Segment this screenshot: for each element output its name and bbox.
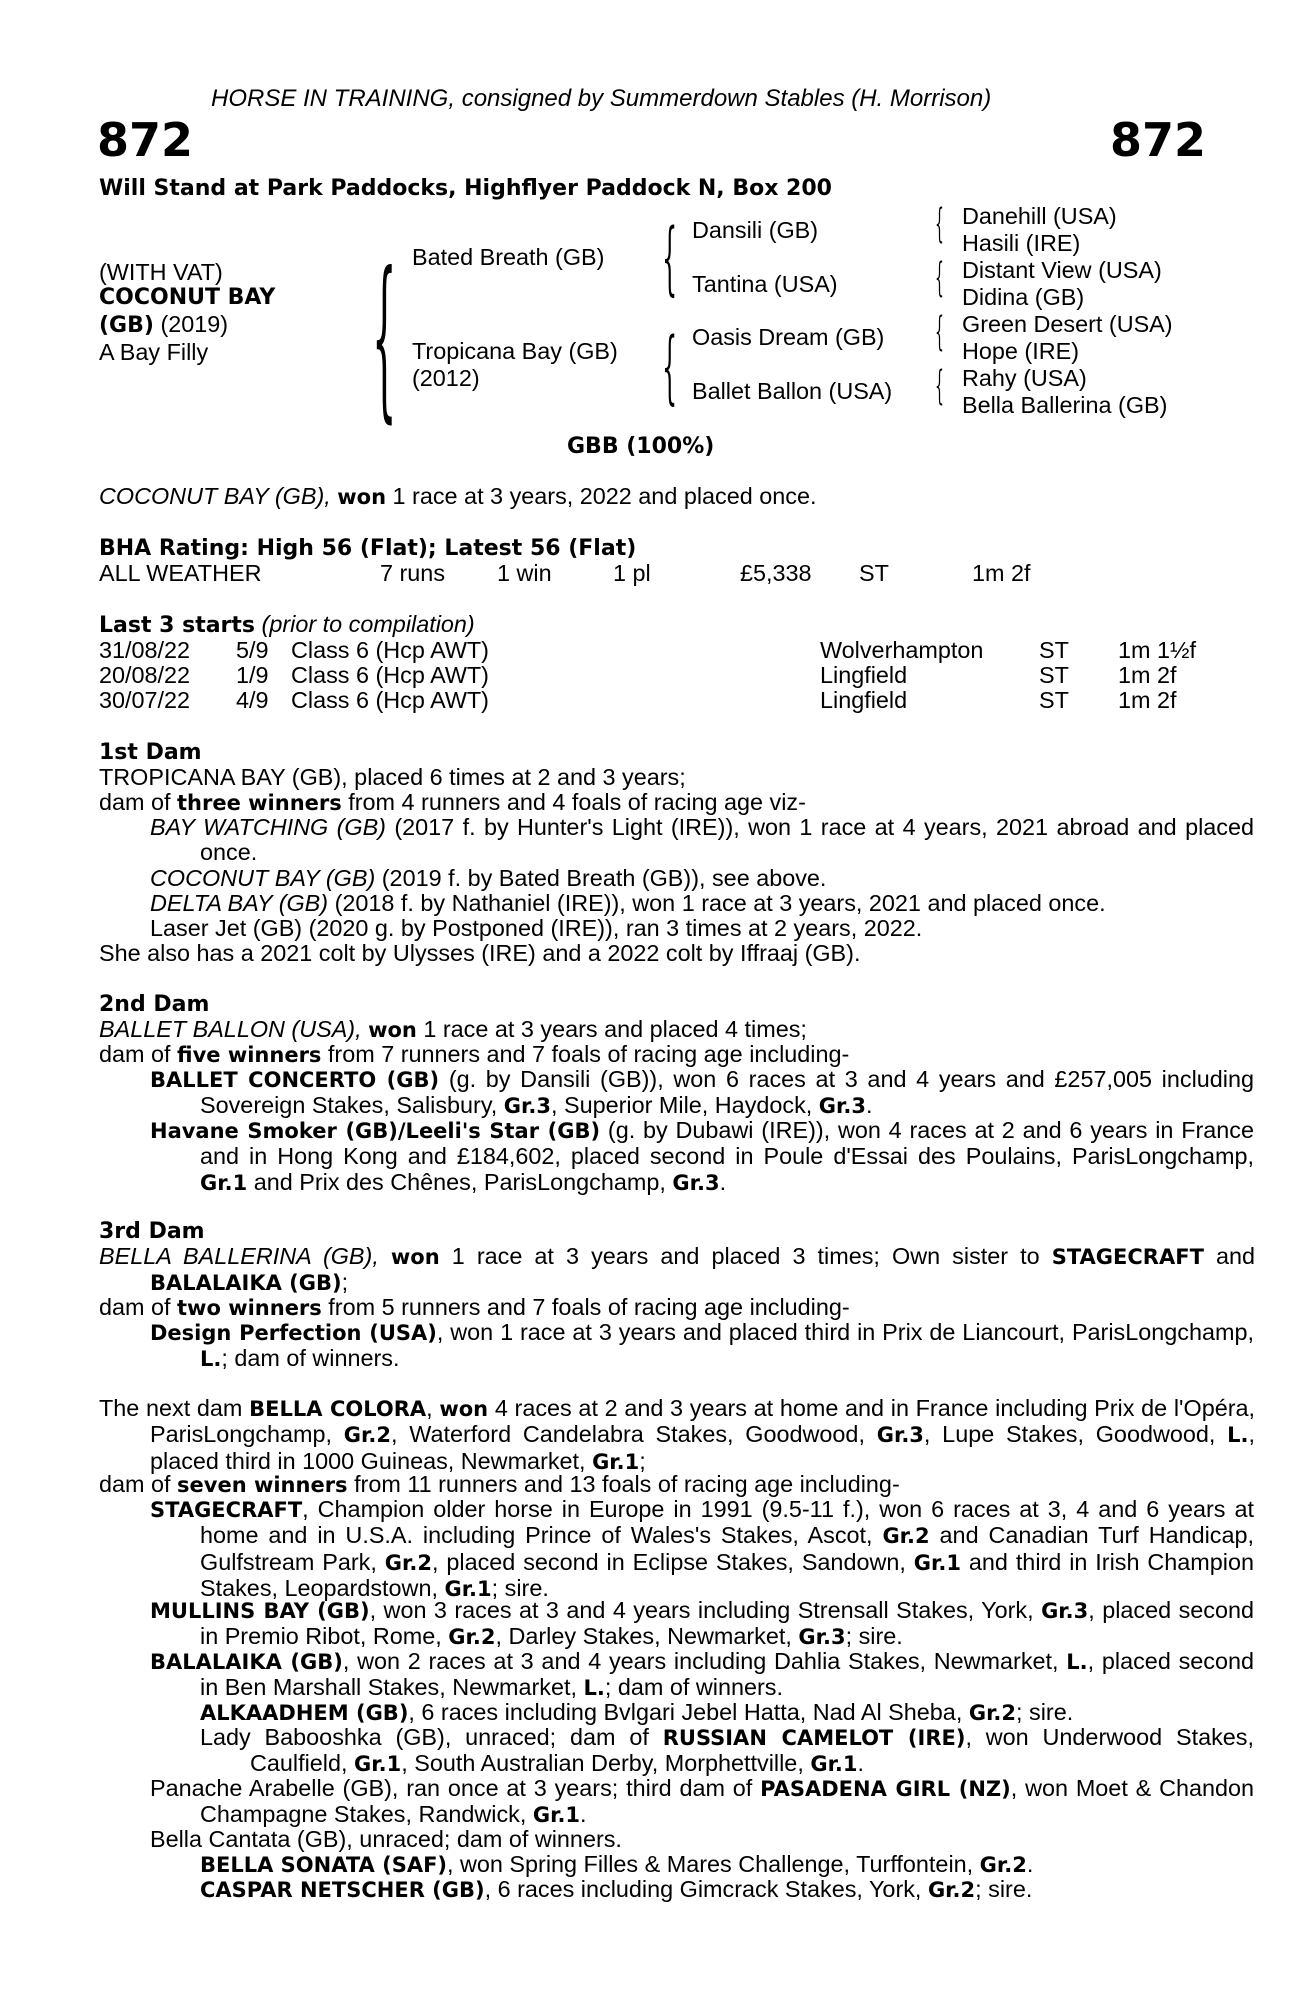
produce-entry: BALALAIKA (GB), won 2 races at 3 and 4 years including Dahlia Stakes, Newmarket, L., placed second in Ben Marshall Stakes, Newmarket, L.; dam of winners. [150, 1648, 1254, 1701]
produce-entry: MULLINS BAY (GB), won 3 races at 3 and 4 years including Strensall Stakes, York, Gr.3, placed second in Premio Ribot, Rome, Gr.2, Darley Stakes, Newmarket, Gr.3; sire. [150, 1597, 1254, 1650]
produce-entry: Panache Arabelle (GB), ran once at 3 years; third dam of PASADENA GIRL (NZ), won Moet & Chandon Champagne Stakes, Randwick, Gr.1. [150, 1775, 1255, 1828]
vat-note: (WITH VAT) [99, 259, 223, 285]
dam-sire: Oasis Dream (GB) [692, 324, 885, 350]
pedigree-bracket: { [662, 211, 678, 304]
first-dam-line: TROPICANA BAY (GB), placed 6 times at 2 and 3 years; [99, 764, 686, 790]
g3-ssd: Hasili (IRE) [962, 230, 1081, 256]
first-dam-heading: 1st Dam [99, 740, 202, 765]
pedigree-bracket: { [935, 309, 944, 355]
lot-number-left: 872 [97, 113, 194, 167]
g3-sds: Distant View (USA) [962, 257, 1162, 283]
dam-year: (2012) [412, 365, 480, 391]
bha-rating-title: BHA Rating: High 56 (Flat); Latest 56 (Flat) [99, 536, 637, 561]
stand-location: Will Stand at Park Paddocks, Highflyer Paddock N, Box 200 [99, 176, 832, 201]
runs: 7 runs [380, 560, 446, 586]
horse-description: A Bay Filly [99, 339, 209, 365]
produce-entry: Design Perfection (USA), won 1 race at 3 years and placed third in Prix de Liancourt, ParisLongchamp, L.; dam of winners. [150, 1319, 1254, 1372]
wins: 1 win [497, 560, 552, 586]
dam-dam: Ballet Ballon (USA) [692, 378, 893, 404]
sire: Bated Breath (GB) [412, 244, 605, 270]
distance: 1m 2f [972, 560, 1031, 586]
g3-sss: Danehill (USA) [962, 203, 1117, 229]
g3-dds: Rahy (USA) [962, 365, 1087, 391]
last3-heading: Last 3 starts (prior to compilation) [99, 611, 475, 638]
produce-entry: BELLA SONATA (SAF), won Spring Filles & Mares Challenge, Turffontein, Gr.2. [200, 1851, 1034, 1877]
produce-entry: Lady Babooshka (GB), unraced; dam of RUSSIAN CAMELOT (IRE), won Underwood Stakes, Caulfield, Gr.1, South Australian Derby, Morphettville, Gr.1. [200, 1724, 1254, 1777]
placed: 1 pl [613, 560, 651, 586]
surface: ALL WEATHER [99, 560, 262, 586]
produce-entry: Laser Jet (GB) (2020 g. by Postponed (IRE)), ran 3 times at 2 years, 2022. [150, 915, 923, 941]
horse-name: COCONUT BAY [99, 285, 276, 310]
surface-type: ST [859, 560, 889, 586]
produce-entry: BAY WATCHING (GB) (2017 f. by Hunter's Light (IRE)), won 1 race at 4 years, 2021 abroad and placed once. [150, 814, 1254, 866]
pedigree-bracket: { [662, 320, 678, 413]
second-dam-produce-line: dam of five winners from 7 runners and 7 foals of racing age including- [99, 1041, 850, 1067]
g3-dss: Green Desert (USA) [962, 311, 1173, 337]
g3-ddd: Bella Ballerina (GB) [962, 392, 1168, 418]
produce-entry: BALLET CONCERTO (GB) (g. by Dansili (GB)), won 6 races at 3 and 4 years and £257,005 including Sovereign Stakes, Salisbury, Gr.3, Superior Mile, Haydock, Gr.3. [150, 1066, 1254, 1119]
consignment-line: HORSE IN TRAINING, consigned by Summerdown Stables (H. Morrison) [211, 85, 992, 112]
g3-sdd: Didina (GB) [962, 284, 1085, 310]
produce-entry: CASPAR NETSCHER (GB), 6 races including Gimcrack Stakes, York, Gr.2; sire. [200, 1876, 1033, 1902]
earnings: £5,338 [740, 560, 812, 586]
sire-sire: Dansili (GB) [692, 217, 819, 243]
pedigree-bracket: { [935, 201, 944, 247]
produce-entry: DELTA BAY (GB) (2018 f. by Nathaniel (IRE)), won 1 race at 3 years, 2021 and placed once. [150, 890, 1106, 916]
next-dam-paragraph: The next dam BELLA COLORA, won 4 races at 2 and 3 years at home and in France including Prix de l'Opéra, ParisLongchamp, Gr.2, Waterford Candelabra Stakes, Goodwood, Gr.3, Lupe Stakes, Goodwood, L., placed third in 1000 Guineas, Newmarket, Gr.1; [99, 1395, 1256, 1474]
pedigree-bracket: { [372, 236, 397, 439]
pedigree-bracket: { [935, 363, 944, 409]
second-dam-line: BALLET BALLON (USA), won 1 race at 3 years and placed 4 times; [99, 1016, 807, 1042]
pedigree-bracket: { [935, 255, 944, 301]
gbb-badge: GBB (100%) [567, 434, 715, 459]
produce-entry: Havane Smoker (GB)/Leeli's Star (GB) (g. by Dubawi (IRE)), won 4 races at 2 and 6 years in France and in Hong Kong and £184,602, placed second in Poule d'Essai des Poulains, ParisLongchamp, Gr.1 and Prix des Chênes, ParisLongchamp, Gr.3. [150, 1117, 1254, 1195]
produce-entry: STAGECRAFT, Champion older horse in Europe in 1991 (9.5-11 f.), won 6 races at 3, 4 and 6 years at home and in U.S.A. including Prince of Wales's Stakes, Ascot, Gr.2 and Canadian Turf Handicap, Gulfstream Park, Gr.2, placed second in Eclipse Stakes, Sandown, Gr.1 and third in Irish Champion Stakes, Leopardstown, Gr.1; sire. [150, 1496, 1255, 1601]
horse-origin-year: (GB) (2019) [99, 311, 229, 338]
sire-dam: Tantina (USA) [692, 271, 838, 297]
second-dam-heading: 2nd Dam [99, 992, 210, 1017]
third-dam-produce-line: dam of two winners from 5 runners and 7 foals of racing age including- [99, 1294, 850, 1320]
race-summary: COCONUT BAY (GB), won 1 race at 3 years, 2022 and placed once. [99, 483, 817, 509]
first-dam-note: She also has a 2021 colt by Ulysses (IRE) and a 2022 colt by Iffraaj (GB). [99, 940, 861, 966]
lot-number-right: 872 [1109, 113, 1206, 167]
third-dam-line: BELLA BALLERINA (GB), won 1 race at 3 years and placed 3 times; Own sister to STAGECRAFT and BALALAIKA (GB); [99, 1243, 1256, 1296]
produce-entry: COCONUT BAY (GB) (2019 f. by Bated Breath (GB)), see above. [150, 865, 827, 891]
first-dam-produce-line: dam of three winners from 4 runners and 4 foals of racing age viz- [99, 789, 806, 815]
dam: Tropicana Bay (GB) [412, 338, 618, 364]
g3-dsd: Hope (IRE) [962, 338, 1079, 364]
produce-entry: ALKAADHEM (GB), 6 races including Bvlgari Jebel Hatta, Nad Al Sheba, Gr.2; sire. [200, 1699, 1074, 1725]
third-dam-heading: 3rd Dam [99, 1219, 205, 1244]
produce-entry: Bella Cantata (GB), unraced; dam of winners. [150, 1826, 622, 1852]
next-dam-produce-line: dam of seven winners from 11 runners and 13 foals of racing age including- [99, 1471, 900, 1497]
